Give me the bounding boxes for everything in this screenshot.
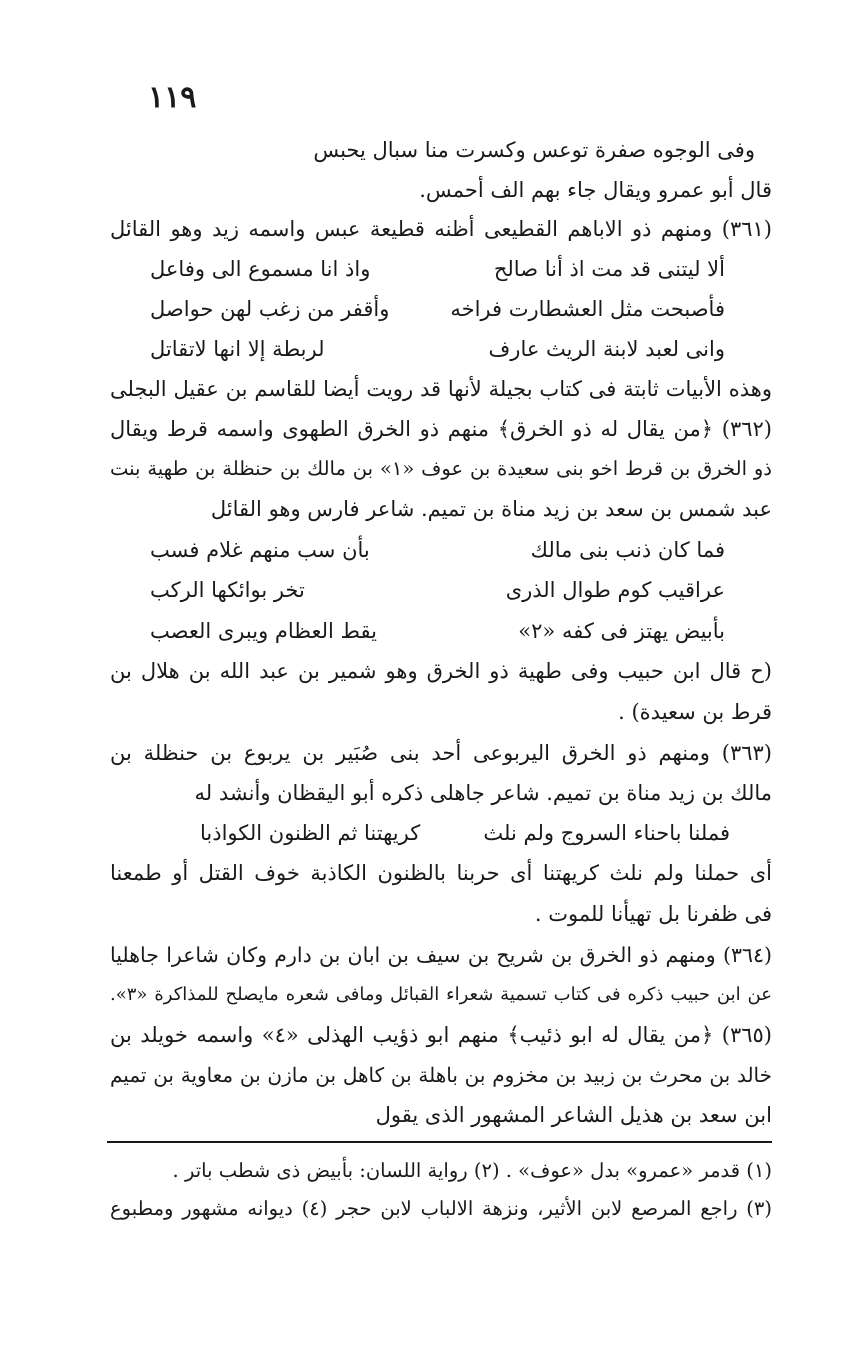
- verse-hemistich-first: عراقيب كوم طوال الذرى: [505, 578, 725, 602]
- text-line: (٣٦٥) ﴿من يقال له ابو ذئيب﴾ منهم ابو ذؤيب الهذلى «٤» واسمه خويلد بن: [110, 1023, 772, 1047]
- verse-line: [150, 575, 725, 605]
- text-line: ذو الخرق بن قرط اخو بنى سعيدة بن عوف «١» بن مالك بن حنظلة بن طهية بنت: [110, 457, 772, 480]
- verse-hemistich-second: تخر بوائكها الركب: [150, 578, 305, 602]
- text-line: وهذه الأبيات ثابتة فى كتاب بجيلة لأنها قد رويت أيضا للقاسم بن عقيل البجلى: [110, 377, 772, 401]
- text-line: (ح قال ابن حبيب وفى طهية ذو الخرق وهو شمير بن عبد الله بن هلال بن: [110, 659, 772, 683]
- text-line: عن ابن حبيب ذكره فى كتاب تسمية شعراء القبائل ومافى شعره مايصلح للمذاكرة «٣».: [110, 984, 772, 1005]
- verse-line: [150, 334, 725, 364]
- verse-hemistich-first: وانى لعبد لابنة الريث عارف: [488, 337, 725, 361]
- verse-hemistich-first: بأبيض يهتز فى كفه «٢»: [518, 619, 725, 643]
- verse-hemistich-first: فأصبحت مثل العشطارت فراخه: [450, 297, 725, 321]
- verse-hemistich-second: كريهتنا ثم الظنون الكواذبا: [200, 821, 421, 845]
- verse-hemistich-second: وأقفر من زغب لهن حواصل: [150, 297, 390, 321]
- text-line: ابن سعد بن هذيل الشاعر المشهور الذى يقول: [375, 1103, 772, 1127]
- verse-hemistich-second: واذ انا مسموع الى وفاعل: [150, 257, 371, 281]
- footnote-line: (٣) راجع المرصع لابن الأثير، ونزهة الالباب لابن حجر (٤) ديوانه مشهور ومطبوع: [110, 1197, 772, 1220]
- text-line: أى حملنا ولم نلث كريهتنا أى حربنا بالظنون الكاذبة خوف القتل أو طمعنا: [110, 861, 772, 885]
- text-line: (٣٦٢) ﴿من يقال له ذو الخرق﴾ منهم ذو الخرق الطهوى واسمه قرط ويقال: [110, 417, 772, 441]
- text-line: خالد بن محرث بن زبيد بن مخزوم بن باهلة بن كاهل بن مازن بن معاوية بن تميم: [110, 1063, 772, 1087]
- verse-hemistich-first: فملنا باحناء السروج ولم نلث: [483, 821, 730, 845]
- text-line: (٣٦١) ومنهم ذو الاباهم القطيعى أظنه قطيعة عبس واسمه زيد وهو القائل: [110, 217, 772, 241]
- verse-line: [150, 616, 725, 646]
- verse-line: [200, 818, 730, 848]
- text-line: (٣٦٣) ومنهم ذو الخرق اليربوعى أحد بنى صُبَير بن يربوع بن حنظلة بن: [110, 741, 772, 765]
- page-number: ١١٩: [148, 80, 197, 115]
- text-line: فى ظفرنا بل تهيأنا للموت .: [534, 902, 772, 926]
- text-line: (٣٦٤) ومنهم ذو الخرق بن شريح بن سيف بن ابان بن دارم وكان شاعرا جاهليا: [110, 943, 772, 967]
- verse-line: وفى الوجوه صفرة توعس وكسرت منا سبال يحبس: [313, 138, 755, 162]
- verse-hemistich-first: فما كان ذنب بنى مالك: [530, 538, 725, 562]
- text-line: قرط بن سعيدة) .: [618, 700, 772, 724]
- verse-line: [150, 254, 725, 284]
- verse-hemistich-second: يقط العظام ويبرى العصب: [150, 619, 377, 643]
- text-line: عبد شمس بن سعد بن زيد مناة بن تميم. شاعر فارس وهو القائل: [210, 497, 772, 521]
- footnote-divider: [107, 1141, 772, 1143]
- verse-line: [150, 535, 725, 565]
- footnote-line: (١) قدمر «عمرو» بدل «عوف» . (٢) رواية اللسان: بأبيض ذى شطب باتر .: [172, 1159, 772, 1182]
- text-line: مالك بن زيد مناة بن تميم. شاعر جاهلى ذكره أبو اليقظان وأنشد له: [194, 781, 772, 805]
- verse-line: [150, 294, 725, 324]
- verse-hemistich-second: بأن سب منهم غلام فسب: [150, 538, 370, 562]
- verse-hemistich-first: ألا ليتنى قد مت اذ أنا صالح: [493, 257, 725, 281]
- text-line: قال أبو عمرو ويقال جاء بهم الف أحمس.: [419, 178, 772, 202]
- verse-hemistich-second: لربطة إلا انها لاتقاتل: [150, 337, 325, 361]
